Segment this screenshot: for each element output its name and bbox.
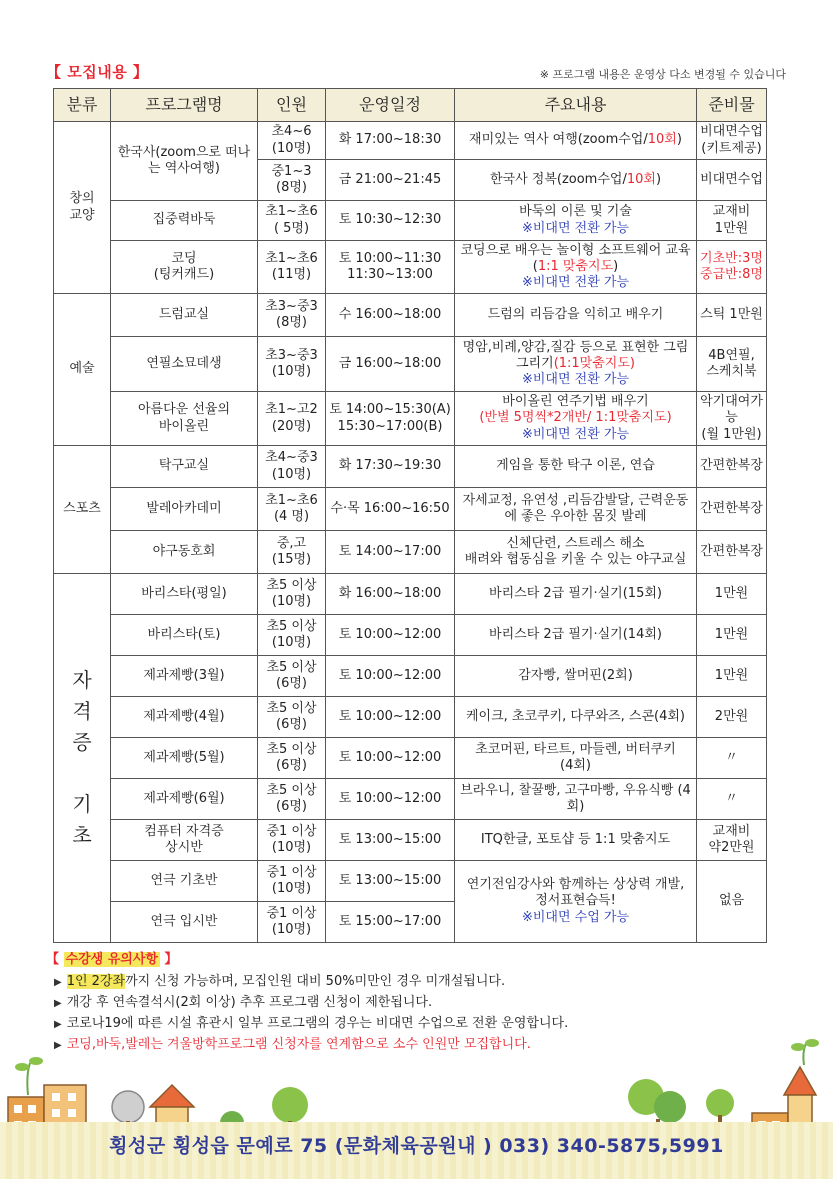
program-name: 발레아카데미	[111, 488, 258, 531]
schedule-cell: 금 16:00~18:00	[326, 337, 455, 392]
table-row	[54, 241, 767, 294]
content-cell: 브라우니, 찰꿀빵, 고구마빵, 우유식빵 (4회)	[455, 779, 697, 820]
table-row	[54, 392, 767, 446]
program-name: 제과제빵(3월)	[111, 656, 258, 697]
program-name: 아름다운 선율의 바이올린	[111, 392, 258, 446]
schedule-cell: 토 10:30~12:30	[326, 201, 455, 241]
content-cell: 바리스타 2급 필기·실기(15회)	[455, 574, 697, 615]
schedule-cell: 토 13:00~15:00	[326, 820, 455, 861]
prep-cell: 교재비 1만원	[697, 201, 767, 241]
prep-cell: 비대면수업	[697, 160, 767, 201]
list-item: ▶ 코딩,바둑,발레는 겨울방학프로그램 신청자를 연계함으로 소수 인원만 모집합니다.	[54, 1037, 531, 1053]
content-cell: 한국사 정복(zoom수업/10회)	[455, 160, 697, 201]
schedule-cell: 화 17:00~18:30	[326, 122, 455, 160]
column-header: 인원	[258, 89, 326, 122]
program-name: 연극 입시반	[111, 902, 258, 943]
tree-icon	[112, 1091, 144, 1123]
schedule-cell: 토 10:00~12:00	[326, 615, 455, 656]
persons-cell: 초3~중3 (8명)	[258, 294, 326, 337]
list-item: ▶ 코로나19에 따른 시설 휴관시 일부 프로그램의 경우는 비대면 수업으로 전환 운영합니다.	[54, 1016, 569, 1032]
persons-cell: 초1~초6 (11명)	[258, 241, 326, 294]
content-cell: 신체단련, 스트레스 해소 배려와 협동심을 키울 수 있는 야구교실	[455, 531, 697, 574]
triangle-bullet-icon: ▶	[54, 1019, 62, 1031]
table-row	[54, 531, 767, 574]
program-name: 컴퓨터 자격증 상시반	[111, 820, 258, 861]
prep-cell: 교재비 약2만원	[697, 820, 767, 861]
house-icon	[150, 1085, 194, 1107]
table-row	[54, 488, 767, 531]
cautions-title: 【 수강생 유의사항 】	[46, 952, 178, 967]
prep-cell: 2만원	[697, 697, 767, 738]
program-name: 연극 기초반	[111, 861, 258, 902]
program-name: 제과제빵(6월)	[111, 779, 258, 820]
schedule-cell: 토 10:00~12:00	[326, 779, 455, 820]
program-name: 제과제빵(5월)	[111, 738, 258, 779]
schedule-cell: 토 14:00~17:00	[326, 531, 455, 574]
program-name: 바리스타(토)	[111, 615, 258, 656]
persons-cell: 중1~3 (8명)	[258, 160, 326, 201]
schedule-cell: 토 10:00~12:00	[326, 656, 455, 697]
prep-cell: 악기대여가능 (월 1만원)	[697, 392, 767, 446]
program-name: 연필소묘데생	[111, 337, 258, 392]
schedule-cell: 화 16:00~18:00	[326, 574, 455, 615]
persons-cell: 초5 이상 (10명)	[258, 574, 326, 615]
persons-cell: 중1 이상 (10명)	[258, 820, 326, 861]
table-row	[54, 820, 767, 861]
persons-cell: 중1 이상 (10명)	[258, 861, 326, 902]
category-cell: 창의 교양	[54, 122, 111, 294]
prep-cell: 4B연필, 스케치북	[697, 337, 767, 392]
program-table	[53, 88, 767, 943]
content-cell: 드럼의 리듬감을 익히고 배우기	[455, 294, 697, 337]
table-row	[54, 861, 767, 902]
content-cell: 게임을 통한 탁구 이론, 연습	[455, 446, 697, 488]
table-row	[54, 294, 767, 337]
persons-cell: 초1~고2 (20명)	[258, 392, 326, 446]
column-header: 프로그램명	[111, 89, 258, 122]
content-cell: 감자빵, 쌀머핀(2회)	[455, 656, 697, 697]
persons-cell: 초5 이상 (6명)	[258, 779, 326, 820]
table-row	[54, 122, 767, 160]
table-row	[54, 697, 767, 738]
table-row	[54, 446, 767, 488]
content-cell: 바리스타 2급 필기·실기(14회)	[455, 615, 697, 656]
program-name: 집중력바둑	[111, 201, 258, 241]
schedule-cell: 화 17:30~19:30	[326, 446, 455, 488]
house-icon	[784, 1067, 816, 1095]
schedule-cell: 토 10:00~12:00	[326, 738, 455, 779]
program-name: 탁구교실	[111, 446, 258, 488]
header	[46, 60, 786, 86]
program-name: 바리스타(평일)	[111, 574, 258, 615]
persons-cell: 초4~6 (10명)	[258, 122, 326, 160]
persons-cell: 중1 이상 (10명)	[258, 902, 326, 943]
table-row	[54, 738, 767, 779]
content-cell: 바이올린 연주기법 배우기 (반별 5명씩*2개반/ 1:1맞춤지도) ※비대면 전환 가능	[455, 392, 697, 446]
schedule-cell: 수·목 16:00~16:50	[326, 488, 455, 531]
prep-cell: 1만원	[697, 656, 767, 697]
schedule-cell: 토 10:00~12:00	[326, 697, 455, 738]
prep-cell: 1만원	[697, 574, 767, 615]
prep-cell: 스틱 1만원	[697, 294, 767, 337]
schedule-cell: 토 15:00~17:00	[326, 902, 455, 943]
program-name: 코딩 (팅커캐드)	[111, 241, 258, 294]
list-item: ▶ 개강 후 연속결석시(2회 이상) 추후 프로그램 신청이 제한됩니다.	[54, 995, 433, 1011]
triangle-bullet-icon: ▶	[54, 1040, 62, 1052]
content-cell: 케이크, 초코쿠키, 다쿠와즈, 스콘(4회)	[455, 697, 697, 738]
persons-cell: 초5 이상 (10명)	[258, 615, 326, 656]
persons-cell: 초4~중3 (10명)	[258, 446, 326, 488]
schedule-cell: 금 21:00~21:45	[326, 160, 455, 201]
triangle-bullet-icon: ▶	[54, 977, 62, 988]
content-cell: 명암,비례,양감,질감 등으로 표현한 그림그리기(1:1맞춤지도) ※비대면 전환 가능	[455, 337, 697, 392]
content-cell: 초코머핀, 타르트, 마들렌, 버터쿠키 (4회)	[455, 738, 697, 779]
persons-cell: 초3~중3 (10명)	[258, 337, 326, 392]
table-row	[54, 574, 767, 615]
column-header: 운영일정	[326, 89, 455, 122]
table-row	[54, 656, 767, 697]
prep-cell: 간편한복장	[697, 446, 767, 488]
content-cell: 코딩으로 배우는 놀이형 소프트웨어 교육 (1:1 맞춤지도) ※비대면 전환 가능	[455, 241, 697, 294]
table-row	[54, 337, 767, 392]
tree-icon	[272, 1087, 308, 1123]
persons-cell: 초1~초6 ( 5명)	[258, 201, 326, 241]
table-row	[54, 615, 767, 656]
column-header: 주요내용	[455, 89, 697, 122]
program-name: 야구동호회	[111, 531, 258, 574]
schedule-cell: 토 10:00~11:30 11:30~13:00	[326, 241, 455, 294]
sprout-icon	[791, 1039, 819, 1065]
prep-cell: 간편한복장	[697, 531, 767, 574]
column-header: 분류	[54, 89, 111, 122]
content-cell: 재미있는 역사 여행(zoom수업/10회)	[455, 122, 697, 160]
column-header: 준비물	[697, 89, 767, 122]
category-cell: 예술	[54, 294, 111, 446]
prep-cell: 〃	[697, 779, 767, 820]
table-header-row	[54, 89, 767, 122]
table-row	[54, 201, 767, 241]
category-cell: 자 격 증 기 초	[54, 574, 111, 943]
schedule-cell: 토 13:00~15:00	[326, 861, 455, 902]
prep-cell: 간편한복장	[697, 488, 767, 531]
program-name: 드럼교실	[111, 294, 258, 337]
content-cell: 연기전임강사와 함께하는 상상력 개발, 정서표현습득! ※비대면 수업 가능	[455, 861, 697, 943]
table-row	[54, 779, 767, 820]
prep-cell: 없음	[697, 861, 767, 943]
program-name: 제과제빵(4월)	[111, 697, 258, 738]
schedule-cell: 토 14:00~15:30(A) 15:30~17:00(B)	[326, 392, 455, 446]
schedule-cell: 수 16:00~18:00	[326, 294, 455, 337]
list-item: ▶ 1인 2강좌까지 신청 가능하며, 모집인원 대비 50%미만인 경우 미개설됩니다.	[54, 974, 506, 989]
prep-cell: 비대면수업 (키트제공)	[697, 122, 767, 160]
category-cell: 스포츠	[54, 446, 111, 574]
prep-cell: 1만원	[697, 615, 767, 656]
triangle-bullet-icon: ▶	[54, 998, 62, 1010]
content-cell: 자세교정, 유연성 ,리듬감발달, 근력운동에 좋은 우아한 몸짓 발레	[455, 488, 697, 531]
notice-note: ※ 프로그램 내용은 운영상 다소 변경될 수 있습니다	[539, 68, 786, 81]
persons-cell: 중,고 (15명)	[258, 531, 326, 574]
persons-cell: 초5 이상 (6명)	[258, 738, 326, 779]
section-title: 【 모집내용 】	[46, 63, 149, 81]
content-cell: 바둑의 이론 및 기술 ※비대면 전환 가능	[455, 201, 697, 241]
sprout-icon	[15, 1057, 43, 1095]
prep-cell: 기초반:3명 중급반:8명	[697, 241, 767, 294]
program-name: 한국사(zoom으로 떠나는 역사여행)	[111, 122, 258, 201]
content-cell: ITQ한글, 포토샵 등 1:1 맞춤지도	[455, 820, 697, 861]
persons-cell: 초5 이상 (6명)	[258, 697, 326, 738]
prep-cell: 〃	[697, 738, 767, 779]
persons-cell: 초5 이상 (6명)	[258, 656, 326, 697]
footer-address: 횡성군 횡성읍 문예로 75 (문화체육공원내 ) 033) 340-5875,5991	[109, 1135, 724, 1157]
persons-cell: 초1~초6 (4 명)	[258, 488, 326, 531]
